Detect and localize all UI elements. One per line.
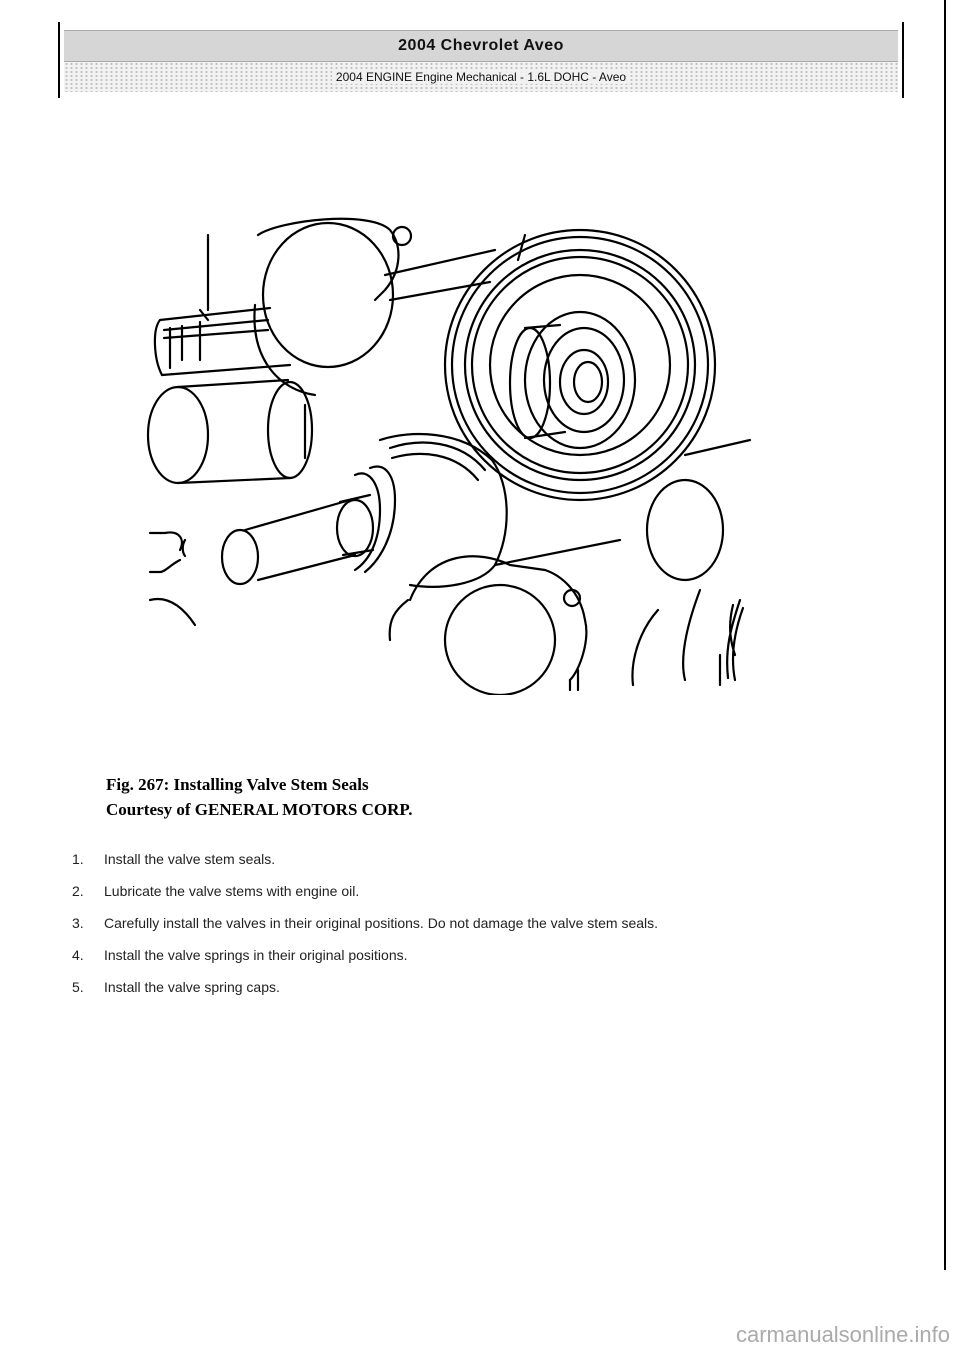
list-item — [72, 880, 892, 902]
valve-stem-seal-illustration — [140, 200, 780, 695]
list-item — [72, 912, 892, 934]
document-title: 2004 Chevrolet Aveo — [398, 37, 564, 54]
list-item — [72, 848, 892, 870]
step-text: Carefully install the valves in their original positions. Do not damage the valve stem seals. — [104, 915, 659, 931]
page-border-far-right — [944, 0, 946, 1270]
header-band — [64, 30, 898, 62]
list-item — [72, 944, 892, 966]
watermark-text: carmanualsonline.info — [735, 1322, 950, 1347]
list-item — [72, 976, 892, 998]
step-number: 1. — [72, 851, 84, 867]
step-text: Install the valve springs in their original positions. — [104, 947, 408, 963]
step-number: 4. — [72, 947, 84, 963]
step-text: Install the valve stem seals. — [104, 851, 276, 867]
procedure-steps — [72, 848, 892, 1008]
page-border-left — [58, 22, 60, 98]
step-text: Install the valve spring caps. — [104, 979, 280, 995]
figure-caption-credit: Courtesy of GENERAL MOTORS CORP. — [106, 800, 413, 819]
step-number: 2. — [72, 883, 84, 899]
step-number: 5. — [72, 979, 84, 995]
figure-caption — [106, 772, 413, 822]
document-subtitle: 2004 ENGINE Engine Mechanical - 1.6L DOHC - Aveo — [332, 70, 630, 84]
page-border-right — [902, 22, 904, 98]
subheader-band — [64, 62, 898, 92]
figure-caption-title: Fig. 267: Installing Valve Stem Seals — [106, 775, 369, 794]
step-number: 3. — [72, 915, 84, 931]
step-text: Lubricate the valve stems with engine oil. — [104, 883, 360, 899]
